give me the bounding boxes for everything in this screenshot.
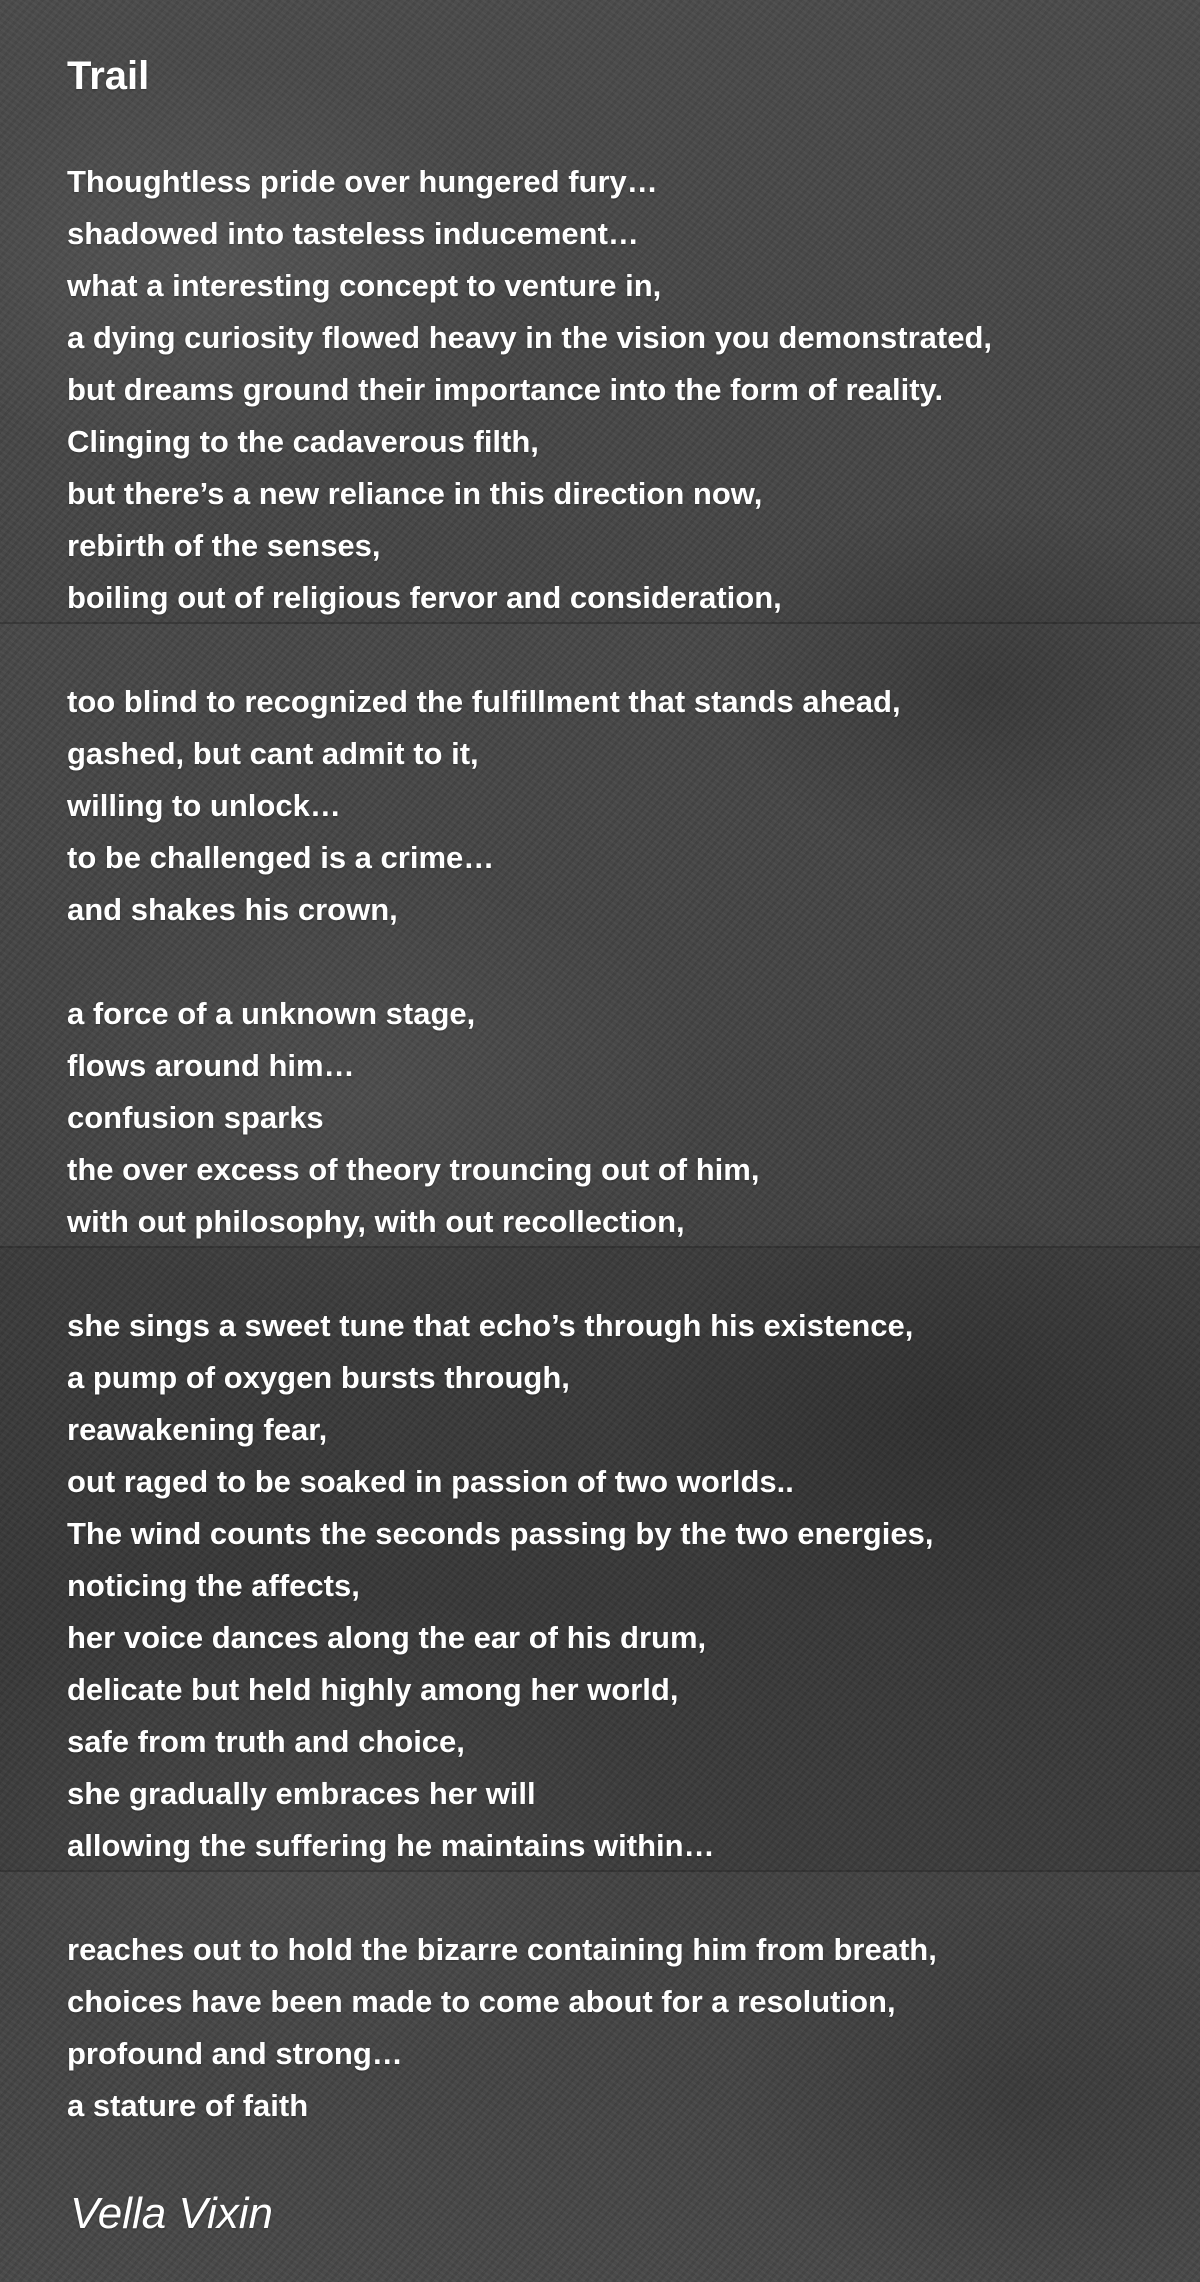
poem-line: the over excess of theory trouncing out of him, xyxy=(67,1152,760,1187)
poem-line: a force of a unknown stage, xyxy=(67,996,476,1031)
poem-title: Trail xyxy=(67,54,150,98)
poem-line: willing to unlock… xyxy=(67,788,341,823)
poem-line: confusion sparks xyxy=(67,1100,324,1135)
poem-line: a pump of oxygen bursts through, xyxy=(67,1360,570,1395)
poem-line: to be challenged is a crime… xyxy=(67,840,495,875)
poem-line: with out philosophy, with out recollection, xyxy=(67,1204,685,1239)
stanza-5 xyxy=(67,1924,1160,2132)
poem-line: she gradually embraces her will xyxy=(67,1776,536,1811)
poem-line: boiling out of religious fervor and consideration, xyxy=(67,580,782,615)
poem-line: a stature of faith xyxy=(67,2088,309,2123)
poem-line: allowing the suffering he maintains within… xyxy=(67,1828,715,1863)
stanza-1 xyxy=(67,156,1160,624)
poem-line: reawakening fear, xyxy=(67,1412,328,1447)
poem-line: Thoughtless pride over hungered fury… xyxy=(67,164,658,199)
stanza-4 xyxy=(67,1300,1160,1872)
poem-line: gashed, but cant admit to it, xyxy=(67,736,479,771)
poem-line: a dying curiosity flowed heavy in the vision you demonstrated, xyxy=(67,320,993,355)
poem-content xyxy=(67,42,1160,2244)
poem-line: flows around him… xyxy=(67,1048,355,1083)
poem-line: profound and strong… xyxy=(67,2036,403,2071)
poem-author: Vella Vixin xyxy=(70,2189,274,2238)
stanza-2 xyxy=(67,676,1160,936)
poem-line: safe from truth and choice, xyxy=(67,1724,465,1759)
poem-line: too blind to recognized the fulfillment that stands ahead, xyxy=(67,684,901,719)
poem-line: shadowed into tasteless inducement… xyxy=(67,216,639,251)
poem-line: what a interesting concept to venture in, xyxy=(67,268,662,303)
poem-line: rebirth of the senses, xyxy=(67,528,381,563)
stanza-3 xyxy=(67,988,1160,1248)
poem-line: noticing the affects, xyxy=(67,1568,360,1603)
poem-line: she sings a sweet tune that echo’s through his existence, xyxy=(67,1308,914,1343)
poem-line: her voice dances along the ear of his drum, xyxy=(67,1620,707,1655)
poem-line: and shakes his crown, xyxy=(67,892,398,927)
poem-line: delicate but held highly among her world, xyxy=(67,1672,679,1707)
poem-line: out raged to be soaked in passion of two worlds.. xyxy=(67,1464,794,1499)
poem-line: Clinging to the cadaverous filth, xyxy=(67,424,539,459)
poem-line: but there’s a new reliance in this direction now, xyxy=(67,476,763,511)
poem-line: The wind counts the seconds passing by the two energies, xyxy=(67,1516,934,1551)
poem-line: but dreams ground their importance into the form of reality. xyxy=(67,372,944,407)
poem-line: reaches out to hold the bizarre containing him from breath, xyxy=(67,1932,937,1967)
poem-line: choices have been made to come about for a resolution, xyxy=(67,1984,896,2019)
